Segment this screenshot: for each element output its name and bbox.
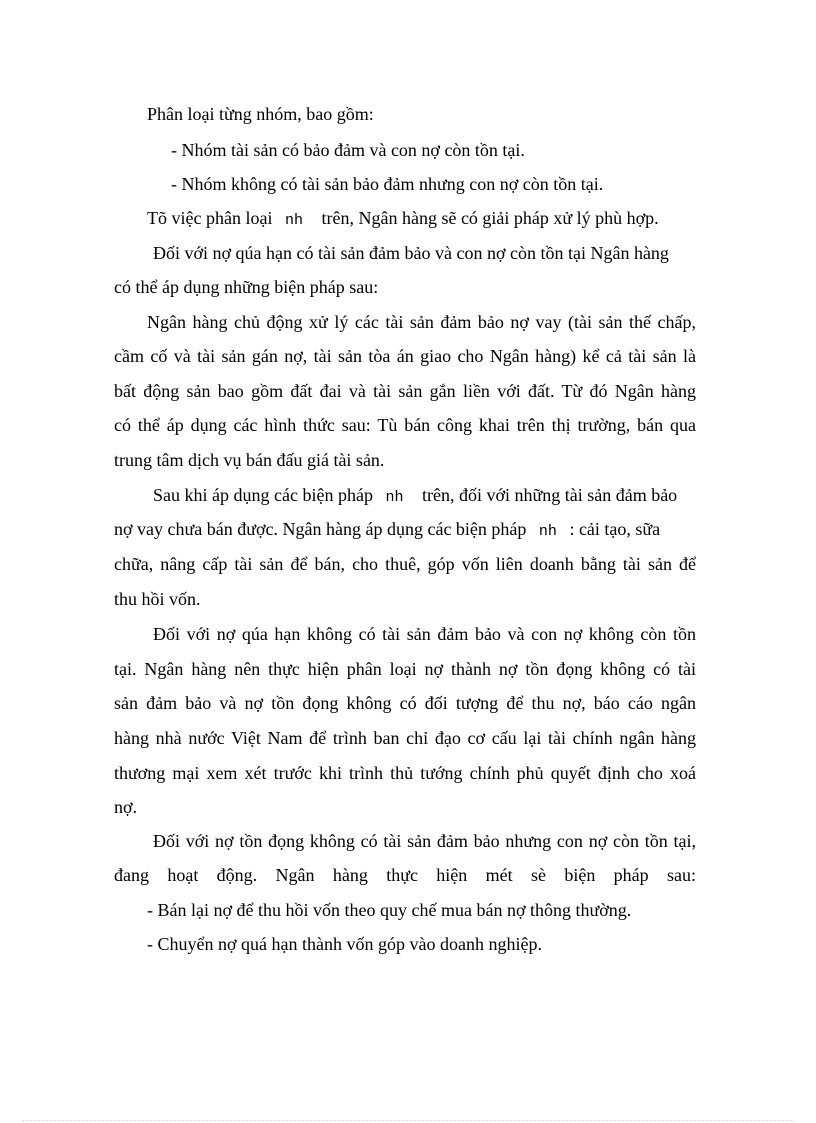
text-fragment: Tõ việc phân loại	[147, 208, 273, 228]
text-fragment: trên, Ngân hàng sẽ có giải pháp xử lý phù hợp.	[321, 208, 659, 228]
text-line: thương mại xem xét trước khi trình thủ tướng chính phủ quyết định cho xoá	[114, 763, 696, 783]
text-line: Phân loại từng nhóm, bao gồm:	[147, 104, 374, 124]
text-line	[147, 207, 659, 232]
text-fragment: trên, đối với những tài sản đảm bảo	[421, 485, 678, 505]
bullet-item: - Chuyển nợ quá hạn thành vốn góp vào doanh nghiệp.	[147, 934, 542, 954]
bullet-item: - Nhóm tài sản có bảo đảm và con nợ còn tồn tại.	[171, 140, 525, 160]
text-fragment-mono: nh	[538, 523, 557, 540]
text-line: có thể áp dụng những biện pháp sau:	[114, 277, 379, 297]
text-line: Ngân hàng chủ động xử lý các tài sản đảm bảo nợ vay (tài sản thế chấp,	[147, 312, 696, 332]
text-line: Đối với nợ qúa hạn có tài sản đảm bảo và con nợ còn tồn tại Ngân hàng	[153, 243, 669, 263]
page-bottom-rule	[22, 1120, 794, 1121]
text-line: đang hoạt động. Ngân hàng thực hiện mét sè biện pháp sau:	[114, 865, 696, 885]
bullet-item: - Bán lại nợ để thu hồi vốn theo quy chế mua bán nợ thông thường.	[147, 900, 632, 920]
text-fragment: : cải tạo, sữa	[569, 519, 661, 539]
text-line: Đối với nợ tồn đọng không có tài sản đảm bảo nhưng con nợ còn tồn tại,	[153, 831, 696, 851]
text-fragment-mono: nh	[385, 489, 404, 506]
text-line: bất động sản bao gồm đất đai và tài sản gắn liền với đất. Từ đó Ngân hàng	[114, 381, 696, 401]
bullet-item: - Nhóm không có tài sản bảo đảm nhưng con nợ còn tồn tại.	[171, 174, 604, 194]
text-fragment-mono: nh	[284, 212, 303, 229]
text-line: chữa, nâng cấp tài sản để bán, cho thuê, góp vốn liên doanh bằng tài sản để	[114, 554, 696, 574]
text-line: cầm cố và tài sản gán nợ, tài sản tòa án giao cho Ngân hàng) kể cả tài sản là	[114, 346, 696, 366]
text-line	[114, 518, 660, 543]
text-line: nợ.	[114, 797, 138, 817]
text-line: Đối với nợ qúa hạn không có tài sản đảm bảo và con nợ không còn tồn	[153, 624, 696, 644]
text-line: hàng nhà nước Việt Nam để trình ban chỉ đạo cơ cấu lại tài chính ngân hàng	[114, 728, 696, 748]
text-line: tại. Ngân hàng nên thực hiện phân loại nợ thành nợ tồn đọng không có tài	[114, 659, 696, 679]
text-fragment: nợ vay chưa bán được. Ngân hàng áp dụng các biện pháp	[114, 519, 527, 539]
text-line: thu hồi vốn.	[114, 589, 201, 609]
text-line: sản đảm bảo và nợ tồn đọng không có đối tượng để thu nợ, báo cáo ngân	[114, 693, 696, 713]
text-line: có thể áp dụng các hình thức sau: Tù bán công khai trên thị trường, bán qua	[114, 415, 696, 435]
text-fragment: Sau khi áp dụng các biện pháp	[153, 485, 373, 505]
text-line: trung tâm dịch vụ bán đấu giá tài sản.	[114, 450, 385, 470]
text-line	[153, 484, 677, 509]
